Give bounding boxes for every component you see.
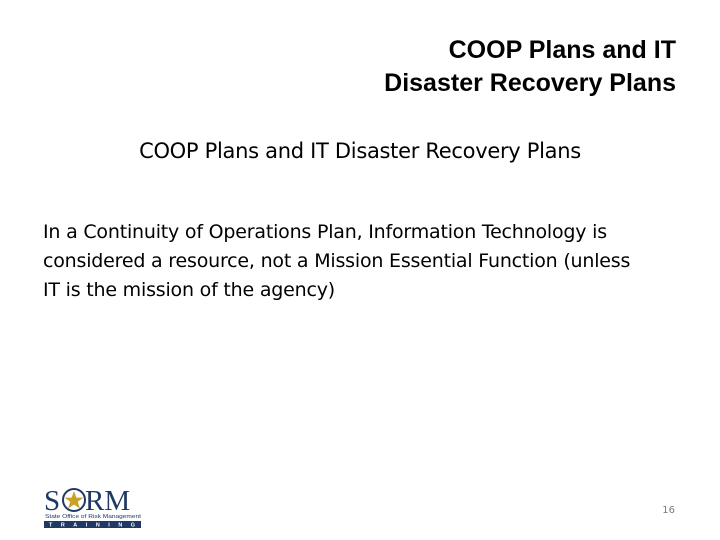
body-paragraph: In a Continuity of Operations Plan, Information Technology is considered a resource, not a Mission Essential Function (unless IT is the mission of the agency) — [43, 221, 631, 301]
logo-wordmark-rm: RM — [85, 485, 131, 517]
logo-wordmark-s: S — [44, 485, 61, 517]
star-icon — [63, 489, 85, 511]
page-number: 16 — [662, 505, 675, 516]
logo-training-bar — [44, 521, 141, 528]
slide-title — [116, 34, 676, 100]
slide-subtitle: COOP Plans and IT Disaster Recovery Plans — [139, 139, 581, 163]
logo-training-label: TRAINING — [49, 522, 135, 528]
logo-tagline: State Office of Risk Management — [45, 514, 142, 520]
sorm-logo — [44, 482, 144, 528]
title-line-2: Disaster Recovery Plans — [384, 69, 676, 97]
title-line-1: COOP Plans and IT — [448, 36, 676, 64]
